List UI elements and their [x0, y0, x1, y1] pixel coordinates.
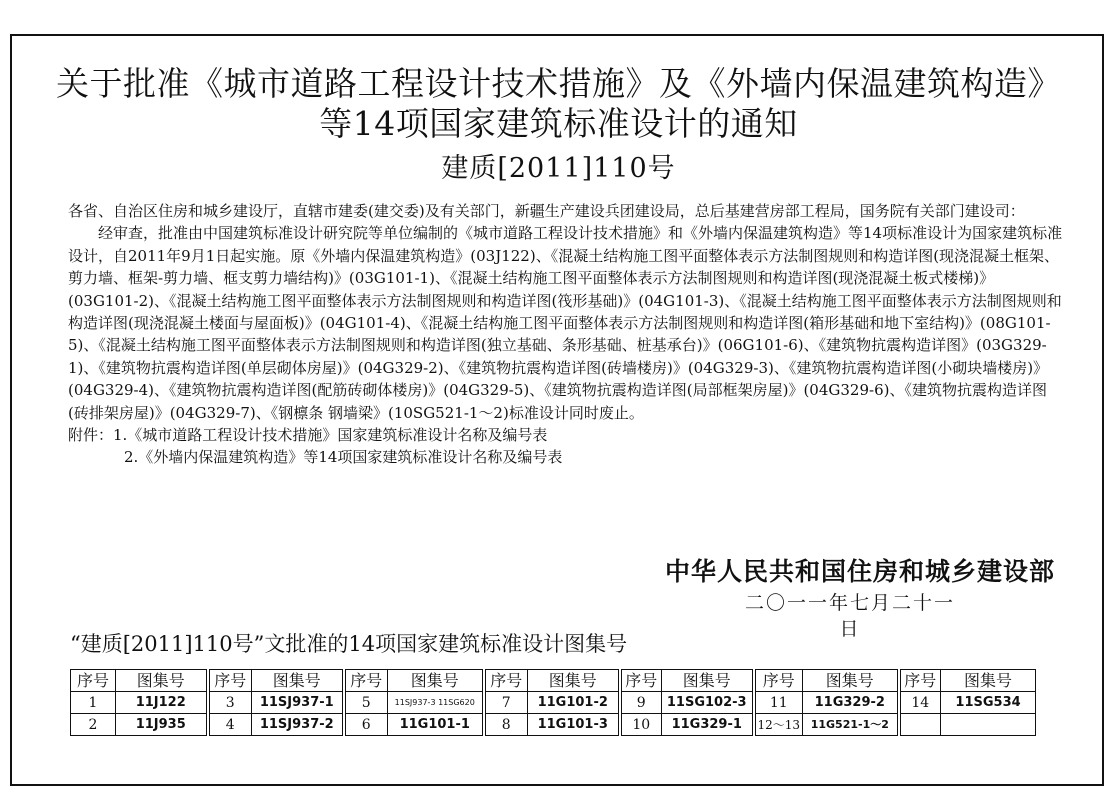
- notice-title-line2: 等14项国家建筑标准设计的通知: [319, 104, 798, 143]
- row-no: 10: [620, 714, 662, 736]
- atlas-code: 11G101-1: [388, 714, 484, 736]
- table-row: [71, 714, 1036, 736]
- atlas-code: 11SG534: [941, 692, 1036, 714]
- header-code: 图集号: [528, 670, 620, 692]
- atlas-code: 11G329-2: [803, 692, 899, 714]
- header-no: 序号: [620, 670, 662, 692]
- atlas-code: 11SG102-3: [662, 692, 754, 714]
- header-code: 图集号: [803, 670, 899, 692]
- atlas-code: 11SJ937-3 11SG620: [388, 692, 484, 714]
- header-no: 序号: [208, 670, 252, 692]
- row-no: 12～13: [754, 714, 803, 736]
- header-no: 序号: [754, 670, 803, 692]
- header-code: 图集号: [388, 670, 484, 692]
- row-no: 14: [899, 692, 941, 714]
- row-no: 3: [208, 692, 252, 714]
- empty-cell: [899, 714, 941, 736]
- document-number: 建质[2011]110号: [441, 153, 676, 184]
- issue-date: 二〇一一年七月二十一日: [744, 592, 955, 640]
- row-no: 5: [344, 692, 388, 714]
- salutation: 各省、自治区住房和城乡建设厅，直辖市建委(建交委)及有关部门，新疆生产建设兵团建设局，总后基建营房部工程局，国务院有关部门建设司：: [68, 202, 1025, 220]
- header-no: 序号: [484, 670, 528, 692]
- issuer-signature: 中华人民共和国住房和城乡建设部: [664, 557, 1055, 586]
- atlas-code: 11J935: [116, 714, 208, 736]
- table-row: [71, 692, 1036, 714]
- atlas-number-table: [70, 669, 1036, 736]
- row-no: 4: [208, 714, 252, 736]
- header-no: 序号: [344, 670, 388, 692]
- header-no: 序号: [899, 670, 941, 692]
- atlas-code: 11SJ937-1: [252, 692, 344, 714]
- notice-body: [68, 200, 1064, 469]
- row-no: 2: [71, 714, 116, 736]
- notice-title-line1: 关于批准《城市道路工程设计技术措施》及《外墙内保温建筑构造》: [56, 64, 1061, 103]
- row-no: 9: [620, 692, 662, 714]
- header-code: 图集号: [662, 670, 754, 692]
- row-no: 11: [754, 692, 803, 714]
- atlas-code: 11J122: [116, 692, 208, 714]
- atlas-code: 11G101-3: [528, 714, 620, 736]
- row-no: 6: [344, 714, 388, 736]
- header-code: 图集号: [941, 670, 1036, 692]
- atlas-code: 11SJ937-2: [252, 714, 344, 736]
- row-no: 1: [71, 692, 116, 714]
- empty-cell: [941, 714, 1036, 736]
- main-paragraph: 经审查，批准由中国建筑标准设计研究院等单位编制的《城市道路工程设计技术措施》和《外墙内保温建筑构造》等14项标准设计为国家建筑标准设计，自2011年9月1日起实施。原《外墙内保温建筑构造》(03J122)、《混凝土结构施工图平面整体表示方法制图规则和构造详图(现浇混凝土框架、剪力墙、框架-剪力墙、框支剪力墙结构)》(03G101-1)、《混凝土结构施工图平面整体表示方法制图规则和构造详图(现浇混凝土板式楼梯)》(03G101-2)、《混凝土结构施工图平面整体表示方法制图规则和构造详图(筏形基础)》(04G101-3)、《混凝土结构施工图平面整体表示方法制图规则和构造详图(现浇混凝土楼面与屋面板)》(04G101-4)、《混凝土结构施工图平面整体表示方法制图规则和构造详图(箱形基础和地下室结构)》(08G101-5)、《混凝土结构施工图平面整体表示方法制图规则和构造详图(独立基础、条形基础、桩基承台)》(06G101-6)、《建筑物抗震构造详图》(03G329-1)、《建筑物抗震构造详图(单层砌体房屋)》(04G329-2)、《建筑物抗震构造详图(砖墙楼房)》(04G329-3)、《建筑物抗震构造详图(小砌块墙楼房)》(04G329-4)、《建筑物抗震构造详图(配筋砖砌体楼房)》(04G329-5)、《建筑物抗震构造详图(局部框架房屋)》(04G329-6)、《建筑物抗震构造详图(砖排架房屋)》(04G329-7)、《钢檩条 钢墙梁》(10SG521-1～2)标准设计同时废止。: [68, 224, 1063, 422]
- row-no: 8: [484, 714, 528, 736]
- table-header-row: [71, 670, 1036, 692]
- atlas-table: [70, 669, 1036, 736]
- attachment-1: 附件：1.《城市道路工程设计技术措施》国家建筑标准设计名称及编号表: [68, 426, 548, 445]
- header-no: 序号: [71, 670, 116, 692]
- atlas-code: 11G521-1～2: [803, 714, 899, 736]
- header-code: 图集号: [116, 670, 208, 692]
- table-caption: “建质[2011]110号”文批准的14项国家建筑标准设计图集号: [70, 632, 628, 656]
- atlas-code: 11G101-2: [528, 692, 620, 714]
- header-code: 图集号: [252, 670, 344, 692]
- attachment-2: 2.《外墙内保温建筑构造》等14项国家建筑标准设计名称及编号表: [124, 448, 563, 467]
- atlas-code: 11G329-1: [662, 714, 754, 736]
- row-no: 7: [484, 692, 528, 714]
